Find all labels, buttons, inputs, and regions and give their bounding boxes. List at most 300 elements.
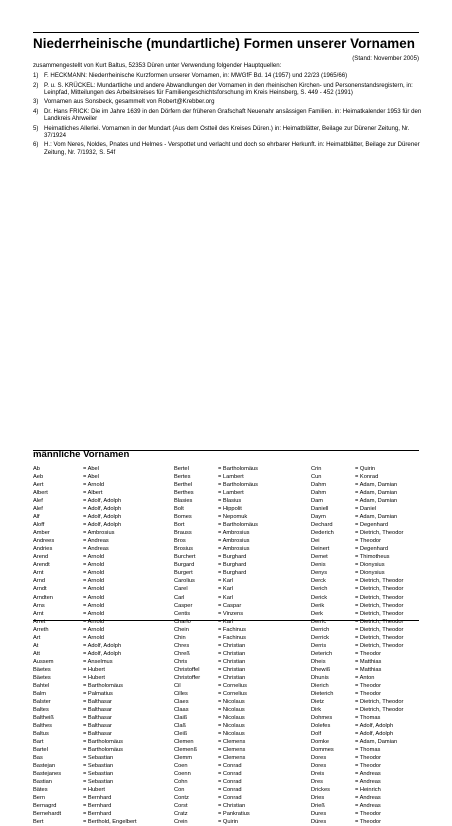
name-full-3: = Anton — [355, 674, 375, 681]
table-row — [33, 778, 419, 786]
name-short-2: Chreß — [174, 650, 190, 657]
name-short-2: Claiß — [174, 714, 188, 721]
name-short-1: Bastejan — [33, 763, 56, 770]
name-short-1: At — [33, 642, 39, 649]
name-short-1: Bäetes — [33, 674, 51, 681]
name-full-1: = Balthasar — [83, 723, 112, 729]
name-short-3: Dieterich — [311, 690, 334, 697]
name-short-1: Bernehardt — [33, 811, 62, 818]
name-short-3: Dores — [311, 755, 327, 762]
name-short-3: Dei — [311, 538, 320, 545]
name-full-1: = Adolf, Adolph — [83, 642, 122, 649]
table-row — [33, 786, 419, 794]
name-full-2: = Karl — [218, 578, 234, 585]
table-row — [33, 810, 419, 818]
name-full-1: = Hubert — [83, 666, 105, 673]
name-full-2: = Lambert — [218, 474, 244, 481]
table-row — [33, 698, 419, 706]
name-short-3: Dirk — [311, 706, 322, 713]
table-row — [33, 754, 419, 762]
name-full-2: = Bartholomäus — [218, 466, 258, 472]
table-row — [33, 513, 419, 521]
name-full-2: = Karl — [218, 594, 234, 601]
name-short-1: Bart — [33, 739, 44, 746]
name-full-2: = Clemens — [218, 755, 246, 762]
name-full-2: = Blasius — [218, 498, 242, 505]
top-rule — [33, 32, 419, 33]
name-full-2: = Bartholomäus — [218, 482, 258, 489]
name-full-1: = Adolf, Adolph — [83, 522, 122, 529]
name-full-2: = Ambrosius — [218, 538, 250, 545]
name-full-2: = Conrad — [218, 779, 242, 786]
reference-text: Dr. Hans FRICK: Die im Jahre 1639 in den Dörfern der früheren Grafschaft Neuenahr ansässigen Familien. in: Heimatkalender 1953 für den Landkreis Ahrweiler — [44, 108, 422, 123]
reference-number: 4) — [33, 108, 39, 116]
name-full-3: = Dietrich, Theodor — [355, 634, 404, 641]
name-full-3: = Theodor — [355, 538, 381, 545]
name-full-1: = Arnold — [83, 482, 105, 489]
name-short-3: Drieß — [311, 803, 325, 810]
name-full-1: = Andreas — [83, 538, 109, 545]
table-row — [33, 545, 419, 553]
name-short-1: Baltheiß — [33, 714, 54, 721]
name-short-1: Andrees — [33, 538, 55, 545]
name-short-1: Balm — [33, 690, 46, 697]
table-row — [33, 730, 419, 738]
reference-text: H.: Vom Neres, Noldes, Pnates und Helmes - Verspottet und verlacht und doch so ehrbarer Herkunft. in: Heimatblätter, Beilage zur Dürener Zeitung, Nr. 7/1932, S. 54f — [44, 141, 420, 156]
name-full-2: = Christian — [218, 674, 246, 681]
name-short-1: Arend — [33, 554, 49, 561]
name-short-1: Bäetes — [33, 666, 51, 673]
table-row — [33, 674, 419, 682]
name-short-1: Aeb — [33, 474, 44, 481]
name-short-2: Bros — [174, 538, 186, 545]
name-full-1: = Arnold — [83, 626, 105, 633]
name-full-1: = Arnold — [83, 562, 105, 569]
name-full-3: = Dietrich, Theodor — [355, 586, 404, 593]
name-short-1: Bastejanes — [33, 771, 62, 778]
name-short-3: Dahm — [311, 490, 327, 497]
name-short-1: Balster — [33, 698, 51, 705]
name-short-2: Chin — [174, 634, 186, 641]
name-full-1: = Abel — [83, 474, 99, 481]
name-full-3: = Adam, Damian — [355, 514, 398, 521]
name-short-2: Contz — [174, 795, 189, 802]
table-row — [33, 577, 419, 585]
name-short-2: Con — [174, 787, 185, 794]
name-full-3: = Dietrich, Theodor — [355, 706, 404, 713]
name-short-3: Dahm — [311, 482, 327, 489]
name-short-1: Aussem — [33, 658, 54, 665]
name-short-3: Dederich — [311, 530, 334, 537]
name-full-3: = Dietrich, Theodor — [355, 610, 404, 617]
name-full-1: = Hubert — [83, 674, 105, 681]
name-full-3: = Konrad — [355, 474, 379, 481]
name-short-3: Dolefes — [311, 723, 331, 729]
name-full-2: = Vinzens — [218, 610, 244, 617]
name-short-3: Derck — [311, 578, 326, 585]
name-full-1: = Balthasar — [83, 698, 112, 705]
name-full-3: = Dietrich, Theodor — [355, 698, 404, 705]
name-short-2: Claes — [174, 698, 189, 705]
reference-number: 3) — [33, 98, 39, 106]
name-short-2: Berthes — [174, 490, 194, 497]
table-row — [33, 521, 419, 529]
name-full-3: = Matthias — [355, 666, 382, 673]
name-full-2: = Karl — [218, 586, 234, 593]
name-full-3: = Dionysius — [355, 562, 385, 569]
name-short-3: Derich — [311, 586, 328, 593]
name-short-3: Derk — [311, 610, 324, 617]
name-full-3: = Adolf, Adolph — [355, 731, 394, 738]
name-short-1: Art — [33, 634, 41, 641]
name-short-1: Arndten — [33, 594, 53, 601]
table-row — [33, 738, 419, 746]
table-row — [33, 610, 419, 618]
table-row — [33, 618, 419, 626]
name-full-1: = Bartholomäus — [83, 682, 123, 689]
table-row — [33, 746, 419, 754]
name-short-2: Chris — [174, 658, 188, 665]
name-short-3: Dhunis — [311, 674, 329, 681]
name-full-1: = Balthasar — [83, 706, 112, 713]
table-row — [33, 569, 419, 577]
name-short-2: Clemm — [174, 755, 193, 762]
name-full-1: = Hubert — [83, 787, 105, 794]
name-full-1: = Adolf, Adolph — [83, 506, 122, 513]
name-full-1: = Arnold — [83, 586, 105, 593]
name-full-2: = Christian — [218, 803, 246, 810]
name-full-3: = Andreas — [355, 771, 381, 778]
name-full-1: = Palmatius — [83, 690, 113, 697]
table-row — [33, 585, 419, 593]
name-full-2: = Clemens — [218, 747, 246, 754]
name-full-2: = Quirin — [218, 819, 239, 826]
name-full-3: = Theodor — [355, 690, 381, 697]
name-full-2: = Nicolaus — [218, 698, 245, 705]
name-full-3: = Adam, Damian — [355, 739, 398, 746]
name-full-3: = Quirin — [355, 466, 376, 472]
table-row — [33, 634, 419, 642]
name-short-2: Chein — [174, 626, 189, 633]
intro-text: zusammengestellt von Kurt Baltus, 52353 Düren unter Verwendung folgender Hauptquellen: — [33, 62, 282, 69]
name-full-3: = Thomas — [355, 747, 381, 754]
name-full-1: = Arnold — [83, 634, 105, 641]
name-short-2: Carel — [174, 586, 188, 593]
table-row — [33, 561, 419, 569]
table-row — [33, 802, 419, 810]
name-full-2: = Christian — [218, 666, 246, 673]
name-short-2: Burgert — [174, 570, 193, 577]
name-full-1: = Balthasar — [83, 731, 112, 738]
name-full-2: = Fachinus — [218, 626, 246, 633]
name-short-3: Derrick — [311, 634, 330, 641]
name-short-2: Clemen — [174, 739, 194, 746]
name-short-2: Cil — [174, 682, 181, 689]
name-full-3: = Adam, Damian — [355, 490, 398, 497]
reference-item — [33, 72, 423, 79]
name-full-3: = Thomas — [355, 714, 381, 721]
name-full-1: = Arnold — [83, 554, 105, 561]
name-full-1: = Arnold — [83, 578, 105, 585]
name-short-1: Arnt — [33, 610, 44, 617]
name-short-2: Cohn — [174, 779, 188, 786]
name-short-1: Arnt — [33, 570, 44, 577]
table-row — [33, 794, 419, 802]
name-full-1: = Bartholomäus — [83, 747, 123, 754]
name-full-1: = Arnold — [83, 618, 105, 625]
name-short-2: Christoffel — [174, 666, 200, 673]
name-short-2: Crein — [174, 819, 188, 826]
name-full-3: = Dietrich, Theodor — [355, 618, 404, 625]
name-short-3: Dommes — [311, 747, 334, 754]
table-row — [33, 626, 419, 634]
name-short-2: Charlo — [174, 618, 191, 625]
name-full-1: = Balthasar — [83, 714, 112, 721]
table-row — [33, 650, 419, 658]
name-short-3: Dres — [311, 779, 324, 786]
name-full-1: = Bartholomäus — [83, 739, 123, 746]
table-row — [33, 465, 419, 473]
name-short-3: Dreis — [311, 771, 325, 778]
name-short-1: Albert — [33, 490, 48, 497]
bottom-rule — [33, 620, 419, 621]
name-full-3: = Daniel — [355, 506, 377, 513]
name-short-3: Dierich — [311, 682, 329, 689]
name-short-2: Clemenß — [174, 747, 198, 754]
table-row — [33, 505, 419, 513]
name-short-1: Bas — [33, 755, 43, 762]
table-row — [33, 666, 419, 674]
name-full-1: = Arnold — [83, 570, 105, 577]
name-short-1: Arreth — [33, 626, 49, 633]
name-short-1: Att — [33, 650, 40, 657]
section-title: männliche Vornamen — [33, 449, 130, 460]
name-short-2: Blasies — [174, 498, 193, 505]
name-full-1: = Arnold — [83, 610, 105, 617]
table-row — [33, 481, 419, 489]
table-row — [33, 722, 419, 730]
name-full-3: = Andreas — [355, 779, 381, 786]
name-short-3: Dheis — [311, 658, 326, 665]
name-short-1: Andries — [33, 546, 53, 553]
name-short-2: Claas — [174, 706, 189, 713]
name-full-3: = Degenhard — [355, 546, 389, 553]
name-short-3: Düres — [311, 819, 327, 826]
name-full-3: = Theodor — [355, 811, 381, 818]
name-short-1: Bätes — [33, 787, 48, 794]
name-full-1: = Abel — [83, 466, 99, 472]
document-title: Niederrheinische (mundartliche) Formen unserer Vornamen — [33, 36, 415, 51]
reference-text: P. u. S. KRÜCKEL: Mundartliche und andere Abwandlungen der Vornamen in den rheinischen Kirchen- und Personenstandsregistern, in: Leinpfad, Mitteilungen des Arbeitskreises für Familiengeschichtsforschung im Kreis Heinsberg, S. 449 - 452 (1991) — [44, 81, 413, 96]
name-short-3: Dores — [311, 763, 327, 770]
name-short-1: Bartel — [33, 747, 48, 754]
name-full-3: = Thimotheus — [355, 554, 390, 561]
name-short-2: Bomes — [174, 514, 192, 521]
name-full-3: = Matthias — [355, 658, 382, 665]
name-short-2: Coenn — [174, 771, 191, 778]
name-full-2: = Burghard — [218, 570, 247, 577]
name-full-2: = Hippolit — [218, 506, 242, 513]
name-full-1: = Bernhard — [83, 803, 112, 810]
name-short-2: Bolt — [174, 506, 184, 513]
table-row — [33, 706, 419, 714]
name-full-3: = Dietrich, Theodor — [355, 626, 404, 633]
name-short-3: Dolf — [311, 731, 322, 738]
table-row — [33, 473, 419, 481]
name-short-2: Corst — [174, 803, 188, 810]
name-short-3: Drickes — [311, 787, 330, 794]
name-full-2: = Christian — [218, 650, 246, 657]
table-row — [33, 489, 419, 497]
name-full-2: = Cornelius — [218, 690, 247, 697]
table-row — [33, 690, 419, 698]
name-short-2: Bort — [174, 522, 185, 529]
name-short-2: Burgard — [174, 562, 195, 569]
reference-text: Heimatliches Allerlei. Vornamen in der Mundart (Aus dem Ostteil des Kreises Düren.) in: Heimatblätter, Beilage zur Dürener Zeitung, Nr. 37/1924 — [44, 124, 410, 139]
name-short-2: Christoffer — [174, 674, 201, 681]
name-short-2: Carl — [174, 594, 185, 601]
table-row — [33, 658, 419, 666]
name-full-2: = Conrad — [218, 763, 242, 770]
name-short-2: Casper — [174, 602, 193, 609]
name-short-3: Derris — [311, 642, 327, 649]
table-row — [33, 602, 419, 610]
names-table — [33, 465, 419, 826]
name-full-2: = Nicolaus — [218, 706, 245, 713]
name-short-1: Baltes — [33, 706, 49, 713]
table-row — [33, 762, 419, 770]
table-row — [33, 642, 419, 650]
name-short-3: Derik — [311, 602, 325, 609]
name-full-1: = Adolf, Adolph — [83, 650, 122, 657]
name-full-3: = Theodor — [355, 763, 381, 770]
name-full-2: = Nepomuk — [218, 514, 248, 521]
name-full-3: = Dionysius — [355, 570, 385, 577]
name-short-1: Arret — [33, 618, 46, 625]
name-short-3: Dam — [311, 498, 324, 505]
name-full-2: = Pankratius — [218, 811, 250, 818]
name-short-2: Claß — [174, 723, 187, 729]
name-full-2: = Lambert — [218, 490, 244, 497]
name-short-1: Bahtel — [33, 682, 50, 689]
name-short-1: Alef — [33, 498, 43, 505]
reference-number: 6) — [33, 141, 39, 149]
reference-item — [33, 125, 423, 139]
name-full-3: = Theodor — [355, 819, 381, 826]
table-row — [33, 818, 419, 826]
reference-item — [33, 141, 423, 155]
name-full-2: = Nicolaus — [218, 731, 245, 738]
reference-text: F. HECKMANN: Niederrheinische Kurzformen unserer Vornamen, in: MWGfF Bd. 14 (1957) und 22/23 (1965/66) — [44, 72, 348, 79]
name-short-3: Dries — [311, 795, 325, 802]
name-short-3: Demet — [311, 554, 328, 561]
name-full-3: = Adam, Damian — [355, 498, 398, 505]
reference-number: 2) — [33, 81, 39, 89]
name-short-1: Balthes — [33, 723, 52, 729]
name-short-2: Bertes — [174, 474, 191, 481]
name-short-1: Bernagrd — [33, 803, 57, 810]
name-full-1: = Sebastian — [83, 755, 114, 762]
reference-number: 1) — [33, 72, 39, 79]
name-full-1: = Adolf, Adolph — [83, 514, 122, 521]
name-short-3: Derrich — [311, 626, 330, 633]
name-short-1: Arnd — [33, 578, 46, 585]
name-short-2: Cilles — [174, 690, 188, 697]
name-short-2: Cratz — [174, 811, 188, 818]
reference-text: Vornamen aus Sonsbeck, gesammelt von Robert@Krebber.org — [44, 98, 215, 106]
name-full-2: = Bartholomäus — [218, 522, 258, 529]
name-full-3: = Dietrich, Theodor — [355, 642, 404, 649]
name-full-3: = Adam, Damian — [355, 482, 398, 489]
name-full-3: = Degenhard — [355, 522, 389, 529]
name-short-1: Aloff — [33, 522, 45, 529]
name-short-3: Denis — [311, 562, 326, 569]
reference-item — [33, 108, 423, 122]
table-row — [33, 553, 419, 561]
table-row — [33, 682, 419, 690]
name-full-3: = Andreas — [355, 795, 381, 802]
name-short-3: Cun — [311, 474, 322, 481]
table-row — [33, 770, 419, 778]
name-short-3: Dhewiß — [311, 666, 331, 673]
name-short-2: Carolius — [174, 578, 195, 585]
reference-list — [33, 72, 423, 158]
table-row — [33, 497, 419, 505]
name-full-1: = Bernhard — [83, 795, 112, 802]
name-short-3: Dietz — [311, 698, 324, 705]
table-row — [33, 594, 419, 602]
name-full-2: = Ambrosius — [218, 546, 250, 553]
name-full-1: = Andreas — [83, 546, 109, 553]
name-full-2: = Clemens — [218, 739, 246, 746]
name-short-1: Ab — [33, 466, 40, 472]
name-full-1: = Arnold — [83, 594, 105, 601]
name-full-2: = Cornelius — [218, 682, 247, 689]
name-full-3: = Dietrich, Theodor — [355, 602, 404, 609]
name-full-3: = Heinrich — [355, 787, 381, 794]
name-short-3: Denys — [311, 570, 328, 577]
name-short-2: Centis — [174, 610, 191, 617]
name-short-3: Deinert — [311, 546, 330, 553]
name-short-3: Crin — [311, 466, 322, 472]
reference-item — [33, 98, 423, 105]
name-full-1: = Adolf, Adolph — [83, 498, 122, 505]
name-full-2: = Conrad — [218, 771, 242, 778]
name-full-1: = Sebastian — [83, 779, 114, 786]
name-full-3: = Andreas — [355, 803, 381, 810]
name-short-1: Bert — [33, 819, 44, 826]
name-full-3: = Theodor — [355, 650, 381, 657]
name-short-1: Alef — [33, 506, 43, 513]
name-full-2: = Karl — [218, 618, 234, 625]
name-short-1: Bastian — [33, 779, 52, 786]
name-short-1: Bern — [33, 795, 46, 802]
name-short-3: Daniell — [311, 506, 329, 513]
name-short-3: Derick — [311, 594, 328, 601]
name-short-3: Domke — [311, 739, 330, 746]
name-short-2: Brosius — [174, 546, 193, 553]
name-short-3: Derric — [311, 618, 327, 625]
table-row — [33, 537, 419, 545]
name-full-2: = Caspar — [218, 602, 242, 609]
name-full-1: = Sebastian — [83, 763, 114, 770]
name-full-3: = Dietrich, Theodor — [355, 530, 404, 537]
name-short-1: Arndt — [33, 586, 47, 593]
name-full-1: = Ambrosius — [83, 530, 115, 537]
name-full-1: = Sebastian — [83, 771, 114, 778]
name-short-2: Brauss — [174, 530, 192, 537]
name-full-2: = Christian — [218, 658, 246, 665]
